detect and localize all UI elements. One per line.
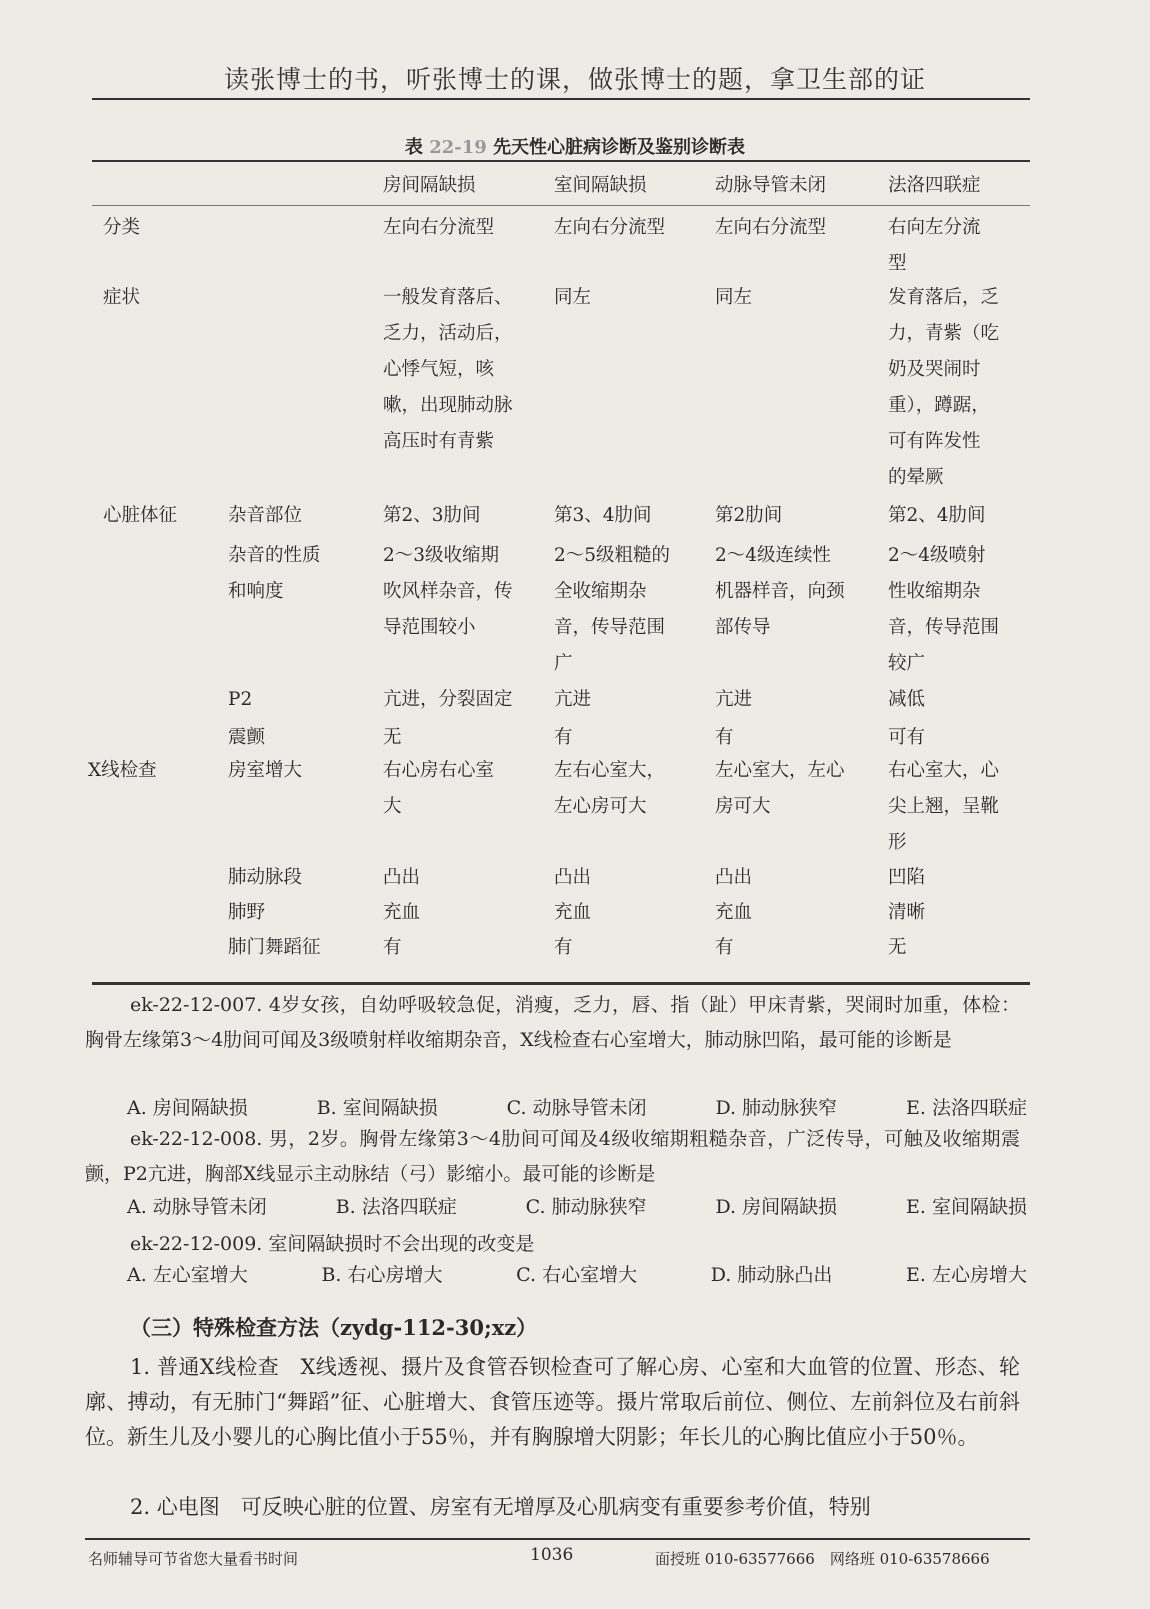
answer-option[interactable]: B. 法洛四联症 bbox=[335, 1196, 457, 1218]
row-label: 心脏体征 bbox=[103, 505, 178, 526]
table-cell: 充血 bbox=[554, 902, 592, 923]
table-cell: 左右心室大， 左心房可大 bbox=[554, 760, 666, 817]
table-cell: 同左 bbox=[554, 287, 592, 308]
answer-option[interactable]: D. 肺动脉狭窄 bbox=[715, 1097, 838, 1119]
table-cell: 凹陷 bbox=[888, 867, 926, 888]
answer-option[interactable]: A. 左心室增大 bbox=[127, 1264, 248, 1286]
table-cell: 右心室大，心 尖上翘，呈靴 形 bbox=[888, 760, 1000, 853]
table-cell: 2～3级收缩期 吹风样杂音，传 导范围较小 bbox=[383, 545, 513, 638]
table-cell: 亢进 bbox=[554, 689, 592, 710]
answer-option[interactable]: D. 房间隔缺损 bbox=[715, 1196, 838, 1218]
row-sublabel: 杂音部位 bbox=[228, 505, 303, 526]
answer-option[interactable]: E. 法洛四联症 bbox=[906, 1097, 1027, 1119]
table-cell: 第2、4肋间 bbox=[888, 505, 986, 526]
table-cell: 2～5级粗糙的 全收缩期杂 音，传导范围 广 bbox=[554, 545, 671, 674]
table-cell: 一般发育落后、 乏力，活动后， 心悸气短，咳 嗽，出现肺动脉 高压时有青紫 bbox=[383, 287, 513, 452]
answer-option[interactable]: A. 动脉导管未闭 bbox=[127, 1196, 267, 1218]
table-cell: 左向右分流型 bbox=[715, 217, 827, 238]
table-cell: 2～4级喷射 性收缩期杂 音，传导范围 较广 bbox=[888, 545, 1000, 674]
table-cell: 左心室大，左心 房可大 bbox=[715, 760, 845, 817]
table-cell: 清晰 bbox=[888, 902, 926, 923]
table-cell: 充血 bbox=[715, 902, 753, 923]
table-cell: 右心房右心室 大 bbox=[383, 760, 495, 817]
answer-option[interactable]: C. 右心室增大 bbox=[516, 1264, 638, 1286]
question-stem: ek-22-12-007. 4岁女孩，自幼呼吸较急促，消瘦，乏力，唇、指（趾）甲床青紫，哭闹时加重，体检：胸骨左缘第3～4肋间可闻及3级喷射样收缩期杂音，X线检查右心室增大，肺动脉凹陷，最可能的诊断是 bbox=[85, 994, 1020, 1051]
page-number: 1036 bbox=[530, 1545, 574, 1565]
answer-option[interactable]: C. 肺动脉狭窄 bbox=[525, 1196, 647, 1218]
section-paragraph: 2. 心电图 可反映心脏的位置、房室有无增厚及心肌病变有重要参考价值，特别 bbox=[130, 1495, 871, 1519]
row-label: X线检查 bbox=[88, 760, 157, 781]
caption-title: 先天性心脏病诊断及鉴别诊断表 bbox=[493, 137, 746, 158]
question-stem: ek-22-12-009. 室间隔缺损时不会出现的改变是 bbox=[130, 1233, 535, 1255]
table-cell: 减低 bbox=[888, 689, 926, 710]
column-header: 房间隔缺损 bbox=[383, 175, 476, 196]
table-cell: 凸出 bbox=[383, 867, 421, 888]
answer-option[interactable]: C. 动脉导管未闭 bbox=[506, 1097, 647, 1119]
caption-prefix: 表 bbox=[404, 137, 423, 158]
table-cell: 第2、3肋间 bbox=[383, 505, 481, 526]
table-cell: 亢进 bbox=[715, 689, 753, 710]
row-sublabel: 杂音的性质 和响度 bbox=[228, 545, 321, 602]
table-cell: 有 bbox=[383, 937, 402, 958]
table-cell: 左向右分流型 bbox=[554, 217, 666, 238]
running-header: 读张博士的书，听张博士的课，做张博士的题，拿卫生部的证 bbox=[223, 65, 926, 94]
table-cell: 充血 bbox=[383, 902, 421, 923]
answer-options bbox=[127, 1260, 1027, 1287]
row-label: 症状 bbox=[103, 287, 141, 308]
row-sublabel: P2 bbox=[228, 689, 253, 710]
answer-options bbox=[127, 1192, 1027, 1219]
table-cell: 无 bbox=[383, 727, 402, 748]
answer-option[interactable]: E. 室间隔缺损 bbox=[906, 1196, 1027, 1218]
column-header: 法洛四联症 bbox=[888, 175, 981, 196]
table-cell: 第3、4肋间 bbox=[554, 505, 652, 526]
table-cell: 左向右分流型 bbox=[383, 217, 495, 238]
answer-option[interactable]: A. 房间隔缺损 bbox=[127, 1097, 248, 1119]
table-cell: 可有 bbox=[888, 727, 926, 748]
table-cell: 有 bbox=[554, 727, 573, 748]
table-cell: 无 bbox=[888, 937, 907, 958]
table-cell: 有 bbox=[715, 727, 734, 748]
table-cell: 右向左分流 型 bbox=[888, 217, 981, 274]
table-cell: 同左 bbox=[715, 287, 753, 308]
caption-number: 22-19 bbox=[429, 137, 487, 158]
answer-option[interactable]: B. 室间隔缺损 bbox=[316, 1097, 438, 1119]
answer-option[interactable]: E. 左心房增大 bbox=[906, 1264, 1027, 1286]
table-cell: 有 bbox=[554, 937, 573, 958]
answer-option[interactable]: B. 右心房增大 bbox=[321, 1264, 443, 1286]
table-top-rule bbox=[92, 160, 1030, 162]
footer-contacts: 面授班 010-63577666 网络班 010-63578666 bbox=[655, 1550, 990, 1568]
answer-options bbox=[127, 1093, 1027, 1120]
footer-slogan: 名师辅导可节省您大量看书时间 bbox=[88, 1550, 299, 1568]
row-sublabel: 肺门舞蹈征 bbox=[228, 937, 321, 958]
row-sublabel: 震颤 bbox=[228, 727, 266, 748]
table-cell: 发育落后，乏 力，青紫（吃 奶及哭闹时 重），蹲踞， 可有阵发性 的晕厥 bbox=[888, 287, 1000, 488]
table-bottom-rule bbox=[92, 982, 1030, 985]
table-cell: 凸出 bbox=[554, 867, 592, 888]
row-sublabel: 肺动脉段 bbox=[228, 867, 303, 888]
column-header: 室间隔缺损 bbox=[554, 175, 647, 196]
column-header: 动脉导管未闭 bbox=[715, 175, 827, 196]
table-caption bbox=[0, 133, 1150, 159]
table-header-rule bbox=[92, 205, 1030, 206]
section-heading: （三）特殊检查方法（zydg-112-30;xz） bbox=[130, 1315, 538, 1340]
row-sublabel: 房室增大 bbox=[228, 760, 303, 781]
answer-option[interactable]: D. 肺动脉凸出 bbox=[710, 1264, 833, 1286]
table-cell: 有 bbox=[715, 937, 734, 958]
section-paragraph: 1. 普通X线检查 X线透视、摄片及食管吞钡检查可了解心房、心室和大血管的位置、形态、轮廓、搏动，有无肺门“舞蹈”征、心脏增大、食管压迹等。摄片常取后前位、侧位、左前斜位及右前斜位。新生儿及小婴儿的心胸比值小于55％，并有胸腺增大阴影；年长儿的心胸比值应小于50％。 bbox=[85, 1355, 1020, 1449]
row-label: 分类 bbox=[103, 217, 141, 238]
header-rule bbox=[92, 98, 1030, 100]
table-cell: 亢进，分裂固定 bbox=[383, 689, 513, 710]
table-cell: 凸出 bbox=[715, 867, 753, 888]
table-cell: 第2肋间 bbox=[715, 505, 783, 526]
question-stem: ek-22-12-008. 男，2岁。胸骨左缘第3～4肋间可闻及4级收缩期粗糙杂音，广泛传导，可触及收缩期震颤，P2亢进，胸部X线显示主动脉结（弓）影缩小。最可能的诊断是 bbox=[85, 1128, 1020, 1185]
table-cell: 2～4级连续性 机器样音，向颈 部传导 bbox=[715, 545, 845, 638]
footer-rule bbox=[85, 1538, 1030, 1540]
row-sublabel: 肺野 bbox=[228, 902, 266, 923]
